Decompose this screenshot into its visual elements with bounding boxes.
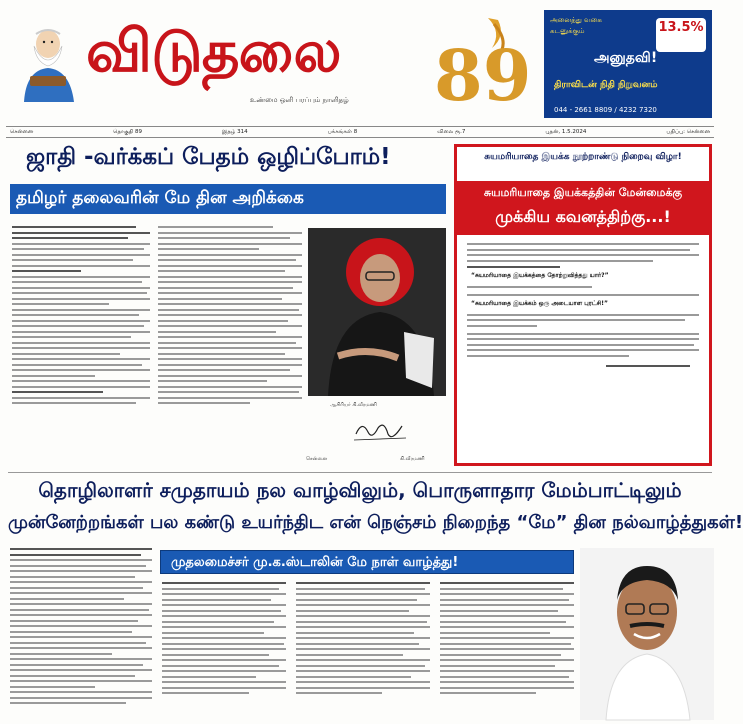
lead-text-column-1 [12, 226, 150, 408]
may-day-headline-line-1[interactable]: தொழிலாளர் சமுதாயம் நல வாழ்விலும், பொருளாதார மேம்பாட்டிலும் [38, 478, 682, 502]
leader-photo [308, 228, 446, 396]
edition-info-strip [6, 126, 714, 138]
info-pages: பக்கங்கள் 8 [327, 128, 358, 135]
notice-quote-1: “சுயமரியாதை இயக்கத்தை தோற்றுவித்தது யார்?” [471, 271, 609, 279]
89-anniversary-emblem [428, 14, 532, 117]
signature-name: கி.வீரமணி [400, 456, 425, 462]
may-day-text-column-4 [440, 582, 574, 698]
ad-line-2: கடனுக்கும் [550, 27, 585, 35]
info-date: புதன், 1.5.2024 [545, 128, 587, 135]
notice-body [467, 243, 699, 370]
info-price: விலை ரூ.7 [437, 128, 466, 135]
leader-photo-illustration [308, 228, 446, 396]
info-issue: இதழ் 314 [222, 128, 248, 135]
info-city: சென்னை [10, 128, 34, 135]
newspaper-subtitle: உண்மை ஒளி பரப்பும் நாளிதழ் [250, 96, 349, 104]
may-day-text-column-3 [296, 582, 430, 698]
signature-city: சென்னை [306, 456, 328, 462]
newspaper-title: விடுதலை [86, 17, 341, 85]
section-divider [8, 472, 712, 473]
centenary-notice-box[interactable] [454, 144, 712, 466]
lead-subhead-band [10, 184, 446, 214]
ad-rate-badge [656, 18, 706, 52]
info-volume: தொகுதி 89 [113, 128, 143, 135]
ad-phone: 044 - 2661 8809 / 4232 7320 [554, 106, 657, 114]
ad-organisation: திராவிடன் நிதி நிறுவனம் [554, 80, 658, 90]
lead-text-column-2 [158, 226, 302, 408]
signature-image [350, 416, 410, 444]
lead-headline[interactable]: ஜாதி -வர்க்கப் பேதம் ஒழிப்போம்! [26, 144, 391, 170]
notice-red-band [457, 181, 709, 235]
ad-rate: 13.5% [658, 20, 704, 35]
notice-band-line-1: சுயமரியாதை இயக்கத்தின் மேன்மைக்கு [483, 186, 683, 199]
periyar-portrait-illustration [10, 22, 84, 104]
leader-photo-caption: ஆசிரியர் கி.வீரமணி [330, 402, 377, 408]
chief-minister-photo [580, 548, 714, 720]
ad-line-1: அனைத்து வகை [550, 16, 602, 24]
chief-minister-message-band [160, 550, 574, 574]
ad-brand: அனுதவி! [594, 50, 658, 66]
masthead [0, 0, 720, 124]
notice-band-line-2: முக்கிய கவனத்திற்கு...! [495, 207, 671, 226]
may-day-headline-line-2[interactable]: முன்னேற்றங்கள் பல கண்டு உயர்ந்திட என் நெஞ்சம் நிறைந்த “மே” தின நல்வாழ்த்துகள்! [8, 512, 743, 533]
notice-top-title: சுயமரியாதை இயக்க நூற்றாண்டு நிறைவு விழா! [484, 152, 682, 162]
lead-subhead[interactable]: தமிழர் தலைவரின் மே தின அறிக்கை [16, 188, 304, 208]
finance-advertisement[interactable] [544, 10, 712, 118]
chief-minister-message-title[interactable]: முதலமைச்சர் மு.க.ஸ்டாலின் மே நாள் வாழ்த்து! [171, 555, 459, 570]
may-day-text-column-1 [10, 548, 152, 708]
chief-minister-photo-illustration [580, 548, 714, 720]
anniversary-number: 89 [434, 34, 532, 117]
may-day-text-column-2 [162, 582, 286, 698]
notice-quote-2: “சுயமரியாதை இயக்கம் ஒரு அடையாள புரட்சி!” [471, 299, 608, 307]
info-edition: பதிப்பு: சென்னை [666, 128, 710, 135]
